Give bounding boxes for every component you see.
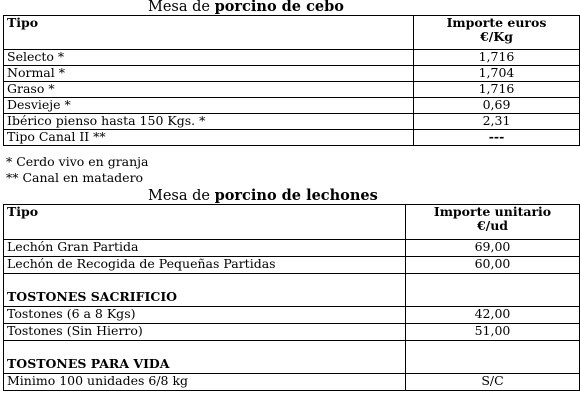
cebo-row-importe: 1,704 bbox=[414, 66, 580, 82]
lechones-col-importe bbox=[406, 205, 580, 240]
cebo-col-importe bbox=[414, 16, 580, 50]
cebo-row-tipo: Desvieje * bbox=[4, 98, 414, 114]
lechones-header-row bbox=[4, 205, 580, 240]
table-row bbox=[4, 114, 580, 130]
table-row bbox=[4, 307, 580, 324]
table-row bbox=[4, 324, 580, 341]
cebo-row-importe: 0,69 bbox=[414, 98, 580, 114]
cebo-note-1: * Cerdo vivo en granja bbox=[6, 154, 149, 169]
lechones-section-empty bbox=[406, 341, 580, 374]
section-row bbox=[4, 274, 580, 307]
lechones-row-importe: 60,00 bbox=[406, 257, 580, 274]
lechones-row-importe: 69,00 bbox=[406, 240, 580, 257]
table-row bbox=[4, 82, 580, 98]
lechones-section-vida: TOSTONES PARA VIDA bbox=[4, 341, 406, 374]
cebo-col-importe-line1: Importe euros bbox=[446, 15, 547, 30]
lechones-row-importe: 42,00 bbox=[406, 307, 580, 324]
lechones-table bbox=[3, 204, 580, 391]
cebo-row-tipo: Graso * bbox=[4, 82, 414, 98]
cebo-row-importe: 2,31 bbox=[414, 114, 580, 130]
table-row bbox=[4, 130, 580, 146]
section-row bbox=[4, 341, 580, 374]
cebo-title-bold: porcino de cebo bbox=[214, 0, 344, 15]
lechones-row-tipo: Minimo 100 unidades 6/8 kg bbox=[4, 374, 406, 391]
lechones-row-importe: 51,00 bbox=[406, 324, 580, 341]
cebo-col-tipo: Tipo bbox=[4, 16, 414, 50]
lechones-section-empty bbox=[406, 274, 580, 307]
table-row bbox=[4, 374, 580, 391]
cebo-note-2: ** Canal en matadero bbox=[6, 170, 144, 185]
cebo-col-importe-line2: €/Kg bbox=[480, 29, 513, 44]
lechones-title-bold: porcino de lechones bbox=[214, 187, 378, 204]
cebo-row-importe: 1,716 bbox=[414, 82, 580, 98]
cebo-row-tipo: Selecto * bbox=[4, 50, 414, 66]
cebo-table bbox=[3, 15, 580, 146]
lechones-row-tipo: Lechón de Recogida de Pequeñas Partidas bbox=[4, 257, 406, 274]
lechones-row-tipo: Lechón Gran Partida bbox=[4, 240, 406, 257]
lechones-col-importe-line1: Importe unitario bbox=[433, 204, 552, 219]
cebo-row-importe: --- bbox=[414, 130, 580, 146]
table-row bbox=[4, 66, 580, 82]
lechones-col-tipo: Tipo bbox=[4, 205, 406, 240]
cebo-title bbox=[148, 0, 344, 15]
cebo-row-tipo: Ibérico pienso hasta 150 Kgs. * bbox=[4, 114, 414, 130]
lechones-row-tipo: Tostones (Sin Hierro) bbox=[4, 324, 406, 341]
table-row bbox=[4, 98, 580, 114]
lechones-title-prefix: Mesa de bbox=[148, 188, 215, 204]
cebo-row-tipo: Tipo Canal II ** bbox=[4, 130, 414, 146]
lechones-section-sacrificio: TOSTONES SACRIFICIO bbox=[4, 274, 406, 307]
lechones-row-importe: S/C bbox=[406, 374, 580, 391]
lechones-row-tipo: Tostones (6 a 8 Kgs) bbox=[4, 307, 406, 324]
cebo-title-prefix: Mesa de bbox=[148, 0, 215, 15]
cebo-header-row bbox=[4, 16, 580, 50]
cebo-row-tipo: Normal * bbox=[4, 66, 414, 82]
table-row bbox=[4, 240, 580, 257]
cebo-row-importe: 1,716 bbox=[414, 50, 580, 66]
table-row bbox=[4, 257, 580, 274]
lechones-col-importe-line2: €/ud bbox=[476, 218, 509, 233]
table-row bbox=[4, 50, 580, 66]
lechones-title bbox=[148, 188, 378, 204]
